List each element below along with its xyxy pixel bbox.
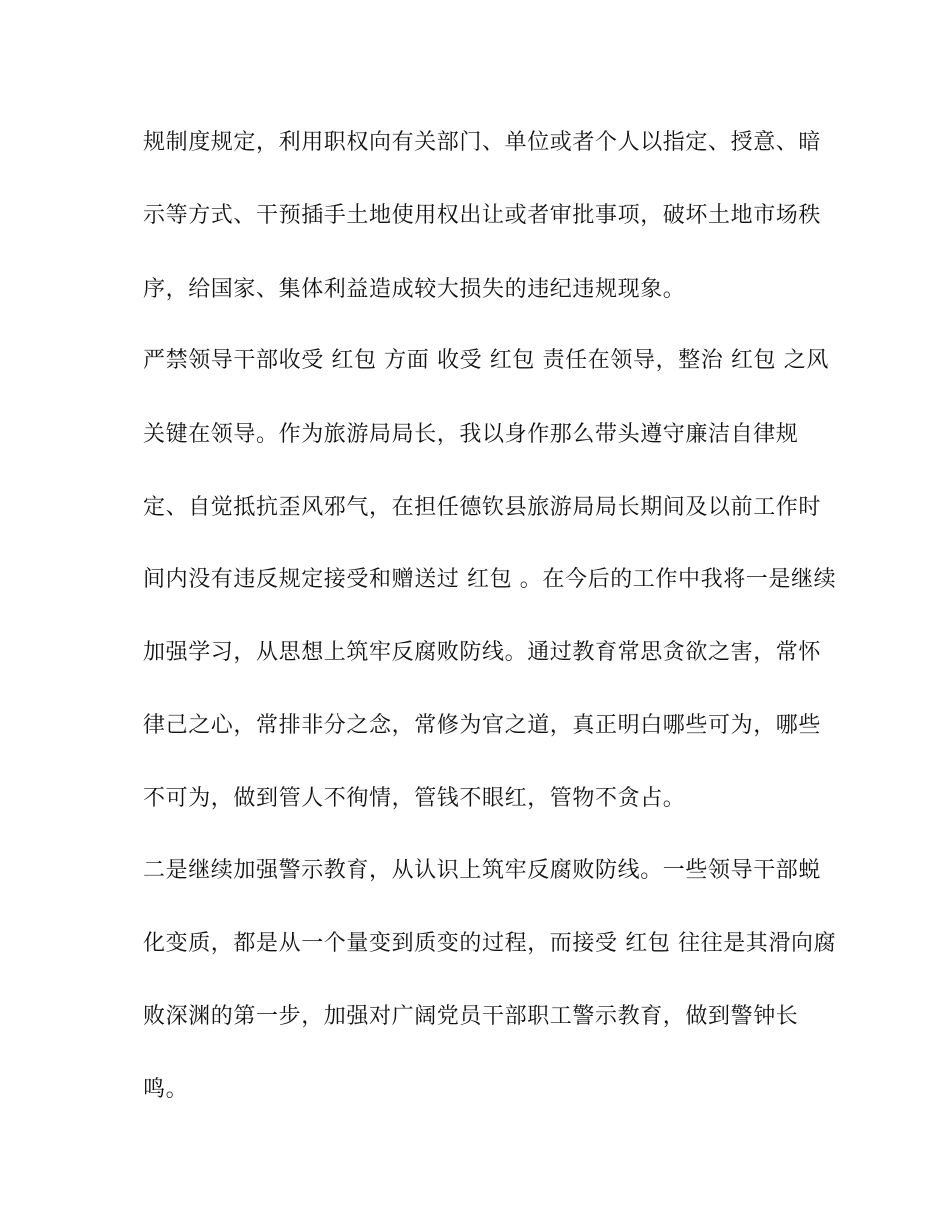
- text-line: 关键在领导。作为旅游局局长，我以身作那么带头遵守廉洁自律规: [143, 422, 799, 447]
- text-line: 二是继续加强警示教育，从认识上筑牢反腐败防线。一些领导干部蜕: [143, 858, 822, 883]
- text-line: 定、自觉抵抗歪风邪气，在担任德钦县旅游局局长期间及以前工作时: [143, 495, 822, 520]
- text-line: 败深渊的第一步，加强对广阔党员干部职工警示教育，做到警钟长: [143, 1004, 799, 1029]
- text-line: 示等方式、干预插手土地使用权出让或者审批事项，破坏土地市场秩: [143, 203, 822, 228]
- text-line: 律己之心，常排非分之念，常修为官之道，真正明白哪些可为，哪些: [143, 713, 822, 738]
- text-line: 间内没有违反规定接受和赠送过 红包 。在今后的工作中我将一是继续: [143, 567, 837, 592]
- text-line: 序，给国家、集体利益造成较大损失的违纪违规现象。: [143, 277, 686, 302]
- text-line: 严禁领导干部收受 红包 方面 收受 红包 责任在领导，整治 红包 之风: [143, 348, 829, 373]
- text-line: 化变质，都是从一个量变到质变的过程，而接受 红包 往往是其滑向腐: [143, 931, 837, 956]
- text-line: 不可为，做到管人不徇情，管钱不眼红，管物不贪占。: [143, 786, 686, 811]
- text-line: 规制度规定，利用职权向有关部门、单位或者个人以指定、授意、暗: [143, 130, 822, 155]
- text-line: 鸣。: [143, 1077, 189, 1102]
- text-line: 加强学习，从思想上筑牢反腐败防线。通过教育常思贪欲之害，常怀: [143, 640, 822, 665]
